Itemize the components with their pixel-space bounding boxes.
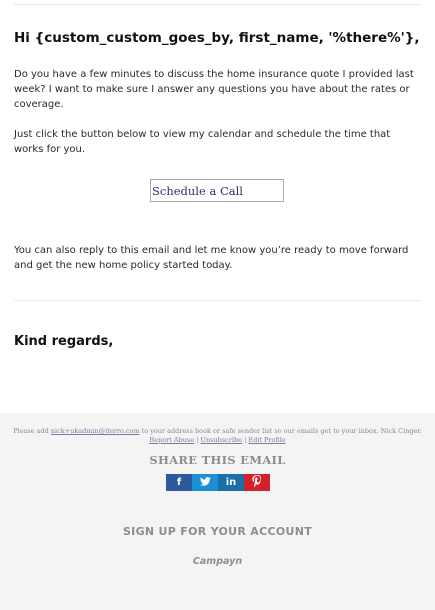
content-divider (14, 300, 421, 301)
top-divider (14, 4, 421, 5)
twitter-share-button[interactable] (192, 474, 218, 491)
campayn-logo[interactable]: Campayn (192, 556, 243, 567)
sender-email-link[interactable]: nick+ukadmin@iterro.com (50, 427, 140, 435)
body-paragraph-calendar: Just click the button below to view my calendar and schedule the time that works for you. (14, 129, 391, 155)
report-abuse-link[interactable]: Report Abuse (149, 435, 195, 444)
signup-heading[interactable]: SIGN UP FOR YOUR ACCOUNT (122, 525, 313, 538)
edit-profile-link[interactable]: Edit Profile (248, 435, 286, 444)
facebook-share-button[interactable] (166, 474, 192, 491)
body-paragraph-quote: Do you have a few minutes to discuss the home insurance quote I provided last week? I want to make sure I answer any questions you have about the rates or coverage. (14, 69, 414, 110)
footer-legal (0, 427, 435, 444)
pinterest-share-button[interactable] (244, 474, 270, 491)
twitter-icon (200, 477, 211, 489)
share-buttons (166, 474, 270, 491)
schedule-call-label: Schedule a Call (152, 183, 243, 198)
unsubscribe-link[interactable]: Unsubscribe (200, 435, 243, 444)
body-paragraph-reply: You can also reply to this email and let me know you’re ready to move forward and get the new home policy started today. (14, 245, 409, 271)
share-title: SHARE THIS EMAIL (149, 453, 286, 467)
greeting-heading: Hi {custom_custom_goes_by, first_name, '%there%'}, (14, 30, 420, 46)
signoff-text: Kind regards, (14, 334, 114, 349)
pinterest-icon (252, 475, 262, 490)
linkedin-icon: in (225, 477, 237, 488)
email-footer (0, 413, 435, 610)
schedule-call-button[interactable] (150, 179, 284, 202)
link-separator: | (242, 435, 249, 444)
facebook-icon: f (176, 477, 182, 488)
legal-prefix: Please add (13, 427, 51, 435)
linkedin-share-button[interactable] (218, 474, 244, 491)
legal-suffix: to your address book or safe sender list so our emails get to your inbox. Nick Cinger. (139, 427, 422, 435)
link-separator: | (194, 435, 201, 444)
